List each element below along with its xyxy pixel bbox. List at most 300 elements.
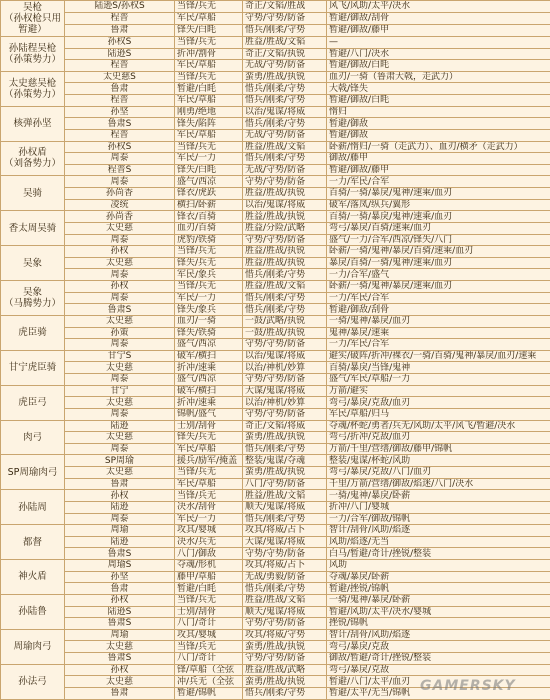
- general-cell: 甘宁: [65, 385, 175, 397]
- lineup-name-cell: SP周瑜肉弓: [1, 455, 65, 490]
- tactic-cell: 胜益/胜战/武略: [243, 664, 327, 676]
- skill-cell: 弯弓/暴戾/克敌/血刃: [327, 397, 550, 409]
- table-row: [1, 606, 550, 618]
- table-row: [1, 292, 550, 304]
- lineup-name-cell: 肉弓: [1, 420, 65, 455]
- trait-cell: 军民/草船: [175, 95, 243, 107]
- table-row: [1, 583, 550, 595]
- trait-cell: 破军/横扫: [175, 350, 243, 362]
- skill-cell: 暂避/风助/太平/决水/婴城: [327, 606, 550, 618]
- general-cell: 程普: [65, 60, 175, 72]
- tactic-cell: 守势/守势/防备: [243, 12, 327, 24]
- trait-cell: 当锋/兵无: [175, 1, 243, 13]
- general-cell: 太史慈: [65, 676, 175, 688]
- table-row: [1, 385, 550, 397]
- table-row: [1, 594, 550, 606]
- table-row: [1, 199, 550, 211]
- general-cell: 周泰: [65, 408, 175, 420]
- tactic-cell: 无战/守势/防备: [243, 164, 327, 176]
- table-row: [1, 1, 550, 13]
- trait-cell: 当锋/兵无: [175, 281, 243, 293]
- table-row: [1, 664, 550, 676]
- skill-cell: 一力/军民/合军: [327, 339, 550, 351]
- trait-cell: 血刃/百骑: [175, 222, 243, 234]
- general-cell: 周瑜S: [65, 560, 175, 572]
- trait-cell: 当锋/兵无: [175, 141, 243, 153]
- tactic-cell: 蛮勇/胜战/执锐: [243, 676, 327, 688]
- tactic-cell: 大谋/鬼谋/将威: [243, 536, 327, 548]
- skill-cell: 百骑/暴戾/当锋/鬼神: [327, 362, 550, 374]
- general-cell: 太史慈: [65, 467, 175, 479]
- skill-cell: 夺魂/暴戾/卧薪: [327, 571, 550, 583]
- general-cell: 鲁肃S: [65, 653, 175, 665]
- lineup-name-cell: 虎臣骑: [1, 315, 65, 350]
- lineup-name-cell: 孙法弓: [1, 664, 65, 699]
- table-row: [1, 153, 550, 165]
- general-cell: 鲁肃: [65, 583, 175, 595]
- tactic-cell: 攻其/将威/占卜: [243, 560, 327, 572]
- tactic-cell: 守势/守势/防备: [243, 234, 327, 246]
- skill-cell: 百骑/一骑/暴戾/鬼神/速乘/血刃: [327, 188, 550, 200]
- trait-cell: 破军/横扫: [175, 385, 243, 397]
- tactic-cell: 一鼓/胜战/执锐: [243, 327, 327, 339]
- tactic-cell: 惜兵/刚柔/守势: [243, 83, 327, 95]
- skill-cell: 盛气/一力/合军/西凉/锋失/八门: [327, 234, 550, 246]
- trait-cell: 军民/一力: [175, 513, 243, 525]
- general-cell: 孙权S: [65, 36, 175, 48]
- skill-cell: 破军/落凤/纵兵/翼形: [327, 199, 550, 211]
- table-row: [1, 315, 550, 327]
- table-row: [1, 176, 550, 188]
- table-row: [1, 432, 550, 444]
- table-row: [1, 188, 550, 200]
- general-cell: 孙尚香: [65, 188, 175, 200]
- skill-cell: 避实/破阵/折冲/裸衣/一骑/百骑/鬼神/暴戾/血刃/速乘: [327, 350, 550, 362]
- skill-cell: 暂避/八门/太平/血刃: [327, 676, 550, 688]
- table-row: [1, 513, 550, 525]
- table-row: [1, 164, 550, 176]
- general-cell: 陆逊S: [65, 606, 175, 618]
- table-row: [1, 443, 550, 455]
- lineup-name-cell: 孙权盾 （刘备势力）: [1, 141, 65, 176]
- skill-cell: 弯弓/折冲/克敌/血刃: [327, 432, 550, 444]
- skill-cell: 整装/鬼谋/杯蛇/风助: [327, 455, 550, 467]
- tactic-cell: 顺天/鬼谋/将威: [243, 501, 327, 513]
- trait-cell: 当锋/兵无: [175, 641, 243, 653]
- tactic-cell: 大谋/鬼谋/将威: [243, 385, 327, 397]
- table-row: [1, 339, 550, 351]
- skill-cell: 一力/合军/盛气: [327, 269, 550, 281]
- skill-cell: 一骑/鬼神/暴戾/血刃: [327, 315, 550, 327]
- skill-cell: 暂避/御敌/白眊: [327, 95, 550, 107]
- tactic-cell: 以治/鬼谋/将威: [243, 199, 327, 211]
- trait-cell: 八门/御敌: [175, 548, 243, 560]
- table-row: [1, 246, 550, 258]
- general-cell: 孙权: [65, 664, 175, 676]
- skill-cell: 万箭/千里/营缮/御敌/藤甲/锦帆: [327, 443, 550, 455]
- table-row: [1, 490, 550, 502]
- tactic-cell: 奇正/文韬/执锐: [243, 48, 327, 60]
- general-cell: 陆逊S: [65, 48, 175, 60]
- tactic-cell: 惜兵/刚柔/守势: [243, 24, 327, 36]
- skill-cell: 一力/军民/合军: [327, 292, 550, 304]
- tactic-cell: 以治/鬼谋/将威: [243, 350, 327, 362]
- skill-cell: 一骑/鬼神/暴戾/卧薪: [327, 490, 550, 502]
- general-cell: 孙坚: [65, 106, 175, 118]
- trait-cell: 锋失/陷阵: [175, 118, 243, 130]
- general-cell: 太史慈: [65, 641, 175, 653]
- tactic-cell: 以治/鬼谋/将威: [243, 106, 327, 118]
- tactic-cell: 顺天/鬼谋/将威: [243, 606, 327, 618]
- skill-cell: —: [327, 36, 550, 48]
- tactic-cell: 以治/神机/妙算: [243, 397, 327, 409]
- trait-cell: 决水/兵无: [175, 536, 243, 548]
- skill-cell: 鬼神/暴戾/速乘: [327, 327, 550, 339]
- general-cell: 太史慈: [65, 222, 175, 234]
- trait-cell: 盛气/西凉: [175, 176, 243, 188]
- trait-cell: 锋/草船（全弦: [175, 664, 243, 676]
- general-cell: 太史慈: [65, 362, 175, 374]
- tactic-cell: 胜益/分险/武略: [243, 222, 327, 234]
- trait-cell: 士别/刮骨: [175, 420, 243, 432]
- general-cell: 周瑜: [65, 629, 175, 641]
- general-cell: 周泰: [65, 374, 175, 386]
- skill-cell: 暂避/八门/决水: [327, 48, 550, 60]
- tactic-cell: 无战/守势/防备: [243, 60, 327, 72]
- skill-cell: 御敌/暂避/奇计/挫锐/整装: [327, 653, 550, 665]
- trait-cell: 折冲/速乘: [175, 397, 243, 409]
- table-row: [1, 571, 550, 583]
- table-row: [1, 618, 550, 630]
- tactic-cell: 攻其/将威/守势: [243, 629, 327, 641]
- table-row: [1, 211, 550, 223]
- trait-cell: 八门/奇计: [175, 618, 243, 630]
- trait-cell: 暂避/锦帆: [175, 687, 243, 699]
- skill-cell: 一骑/鬼神/暴戾/卧薪: [327, 594, 550, 606]
- table-row: [1, 653, 550, 665]
- trait-cell: 锋衣/虎跃: [175, 188, 243, 200]
- table-row: [1, 71, 550, 83]
- lineup-name-cell: 虎臣弓: [1, 385, 65, 420]
- general-cell: 陆逊: [65, 536, 175, 548]
- general-cell: 太史慈: [65, 315, 175, 327]
- skill-cell: 一力/合军/御敌/锦帆: [327, 513, 550, 525]
- trait-cell: 锋失/白眊: [175, 24, 243, 36]
- skill-cell: 卧薪/一骑/鬼神/暴戾/速乘/血刃: [327, 281, 550, 293]
- skill-cell: 智计/刮骨/风助/焰逐: [327, 525, 550, 537]
- tactic-cell: 守势/守势/防备: [243, 408, 327, 420]
- trait-cell: 援兵/励军/掩盖: [175, 455, 243, 467]
- skill-cell: 百骑/一骑/暴戾/鬼神/速乘/血刃: [327, 211, 550, 223]
- skill-cell: 卧薪/一骑/鬼神/暴戾/百骑/速乘/血刃: [327, 246, 550, 258]
- skill-cell: 弯弓/暴戾/克敌/八门/血刃: [327, 467, 550, 479]
- trait-cell: 锋失/兵无: [175, 257, 243, 269]
- trait-cell: 军民/草船: [175, 443, 243, 455]
- tactic-cell: 惜兵/刚柔/守势: [243, 583, 327, 595]
- trait-cell: 锋失/象兵: [175, 304, 243, 316]
- trait-cell: 军民/一力: [175, 153, 243, 165]
- general-cell: 程普: [65, 12, 175, 24]
- trait-cell: 八门/奇计: [175, 653, 243, 665]
- trait-cell: 锋失/铁骑: [175, 327, 243, 339]
- trait-cell: 军民/草船: [175, 478, 243, 490]
- general-cell: 孙尚香: [65, 211, 175, 223]
- general-cell: 甘宁S: [65, 350, 175, 362]
- general-cell: 周泰: [65, 443, 175, 455]
- lineup-name-cell: 神火盾: [1, 560, 65, 595]
- trait-cell: 军民/草船: [175, 12, 243, 24]
- table-row: [1, 222, 550, 234]
- general-cell: 孙策: [65, 327, 175, 339]
- tactic-cell: 一鼓/武略/执锐: [243, 315, 327, 327]
- general-cell: 程普: [65, 129, 175, 141]
- table-row: [1, 350, 550, 362]
- tactic-cell: 惜兵/刚柔/守势: [243, 153, 327, 165]
- skill-cell: 千里/万箭/营缮/御敌/焰迷/八门/决水: [327, 478, 550, 490]
- trait-cell: 暂避/白眊: [175, 83, 243, 95]
- table-row: [1, 83, 550, 95]
- table-row: [1, 362, 550, 374]
- tactic-cell: 惜兵/刚柔/守势: [243, 304, 327, 316]
- table-row: [1, 478, 550, 490]
- general-cell: 周泰: [65, 176, 175, 188]
- skill-cell: 风飞/风助/太平/决水: [327, 1, 550, 13]
- table-row: [1, 257, 550, 269]
- trait-cell: 军民/草船: [175, 129, 243, 141]
- tactic-cell: 胜益/胜战/文韬: [243, 490, 327, 502]
- skill-cell: 暂避/御敌/藤甲: [327, 164, 550, 176]
- table-row: [1, 420, 550, 432]
- tactic-cell: 惜兵/刚柔/守势: [243, 687, 327, 699]
- general-cell: 太史慈: [65, 397, 175, 409]
- general-cell: 孙权: [65, 281, 175, 293]
- general-cell: 陆逊: [65, 420, 175, 432]
- trait-cell: 攻其/婴城: [175, 629, 243, 641]
- lineup-name-cell: 孙陆鲁: [1, 594, 65, 629]
- general-cell: 鲁肃S: [65, 618, 175, 630]
- lineup-table-body: [1, 1, 550, 700]
- lineup-name-cell: 太史慈吴枪 （孙策势力）: [1, 71, 65, 106]
- trait-cell: 暂避/白眊: [175, 583, 243, 595]
- tactic-cell: 惜兵/刚柔/守势: [243, 443, 327, 455]
- skill-cell: 暂避/挫锐/锦帆: [327, 583, 550, 595]
- table-row: [1, 374, 550, 386]
- skill-cell: 暂避/太平/无当/锦帆: [327, 687, 550, 699]
- skill-cell: 智计/刮骨/风助/焰逐: [327, 629, 550, 641]
- general-cell: 鲁肃: [65, 24, 175, 36]
- general-cell: 周瑜: [65, 525, 175, 537]
- tactic-cell: 胜益/胜战/执锐: [243, 257, 327, 269]
- skill-cell: 夺魂/杯蛇/勇者/兵无/风助/太平/风飞/暂避/决水: [327, 420, 550, 432]
- trait-cell: 盛气/西凉: [175, 339, 243, 351]
- general-cell: 周泰: [65, 153, 175, 165]
- skill-cell: 暂避/御敌: [327, 118, 550, 130]
- skill-cell: 卧薪/惰归/一骑（走武力）、血刃/横矛（走武力）: [327, 141, 550, 153]
- general-cell: 鲁肃: [65, 83, 175, 95]
- trait-cell: 当锋/兵无: [175, 594, 243, 606]
- general-cell: 太史慈S: [65, 71, 175, 83]
- skill-cell: 大戟/锋失: [327, 83, 550, 95]
- lineup-name-cell: 香太周吴骑: [1, 211, 65, 246]
- table-row: [1, 408, 550, 420]
- trait-cell: 当锋/兵无: [175, 467, 243, 479]
- trait-cell: 锦帆/盛气: [175, 408, 243, 420]
- lineup-name-cell: 都督: [1, 525, 65, 560]
- tactic-cell: 惜兵/刚柔/守势: [243, 513, 327, 525]
- skill-cell: 暂避/御敌/藤甲: [327, 24, 550, 36]
- trait-cell: 折冲/速乘: [175, 362, 243, 374]
- skill-cell: 暂避/御敌: [327, 129, 550, 141]
- trait-cell: 锋失/白眊: [175, 164, 243, 176]
- tactic-cell: 惜兵/刚柔/守势: [243, 292, 327, 304]
- general-cell: 周泰: [65, 292, 175, 304]
- skill-cell: 弯弓/暴戾/克敌: [327, 641, 550, 653]
- skill-cell: 弯弓/暴戾/克敌: [327, 664, 550, 676]
- skill-cell: 白马/暂避/奇计/挫锐/整装: [327, 548, 550, 560]
- trait-cell: 当锋/兵无: [175, 246, 243, 258]
- table-row: [1, 501, 550, 513]
- general-cell: 孙权S: [65, 141, 175, 153]
- general-cell: 太史慈: [65, 432, 175, 444]
- tactic-cell: 无战/守势/防备: [243, 129, 327, 141]
- table-row: [1, 129, 550, 141]
- lineup-name-cell: 周瑜肉弓: [1, 629, 65, 664]
- skill-cell: 暂避/御敌/刮骨: [327, 304, 550, 316]
- general-cell: 鲁肃S: [65, 548, 175, 560]
- tactic-cell: 惜兵/刚柔/守势: [243, 95, 327, 107]
- lineup-name-cell: 吴骑: [1, 176, 65, 211]
- skill-cell: 惰归: [327, 106, 550, 118]
- tactic-cell: 蛮勇/胜战/执锐: [243, 432, 327, 444]
- skill-cell: 挫锐/锦帆: [327, 618, 550, 630]
- table-row: [1, 106, 550, 118]
- table-row: [1, 467, 550, 479]
- trait-cell: 锋失/兵无: [175, 432, 243, 444]
- trait-cell: 虎豹/铁骑: [175, 234, 243, 246]
- table-row: [1, 536, 550, 548]
- skill-cell: 御敌/藤甲: [327, 153, 550, 165]
- trait-cell: 锋衣/百骑: [175, 211, 243, 223]
- tactic-cell: 惜兵/刚柔/守势: [243, 118, 327, 130]
- table-row: [1, 95, 550, 107]
- table-row: [1, 12, 550, 24]
- general-cell: 程普: [65, 95, 175, 107]
- general-cell: SP周瑜: [65, 455, 175, 467]
- table-row: [1, 641, 550, 653]
- table-row: [1, 281, 550, 293]
- tactic-cell: 无战/勇毅/防备: [243, 571, 327, 583]
- tactic-cell: 蛮勇/胜战/执锐: [243, 641, 327, 653]
- general-cell: 孙坚: [65, 571, 175, 583]
- skill-cell: 暂避/御敌/刮骨: [327, 12, 550, 24]
- table-row: [1, 48, 550, 60]
- tactic-cell: 守势/守势/防备: [243, 548, 327, 560]
- tactic-cell: 胜益/胜战/执锐: [243, 211, 327, 223]
- lineup-name-cell: 吴象 （马腾势力）: [1, 281, 65, 316]
- table-row: [1, 118, 550, 130]
- tactic-cell: 胜益/胜战/执锐: [243, 246, 327, 258]
- skill-cell: 风助: [327, 560, 550, 572]
- trait-cell: 血刃/一骑: [175, 315, 243, 327]
- general-cell: 鲁肃: [65, 478, 175, 490]
- table-row: [1, 629, 550, 641]
- trait-cell: 当锋/兵无: [175, 490, 243, 502]
- trait-cell: 横扫/卧薪: [175, 199, 243, 211]
- table-row: [1, 234, 550, 246]
- lineup-name-cell: 核弹孙坚: [1, 106, 65, 141]
- trait-cell: 当锋/兵无: [175, 71, 243, 83]
- tactic-cell: 奇正/文韬/胜战: [243, 1, 327, 13]
- table-row: [1, 304, 550, 316]
- watermark-logo: GAMERSKY: [420, 678, 516, 694]
- tactic-cell: 胜益/胜战/文韬: [243, 141, 327, 153]
- tactic-cell: 八门/守势/防备: [243, 478, 327, 490]
- general-cell: 周泰: [65, 339, 175, 351]
- skill-cell: 血刃/一骑（鲁肃大戟，走武力）: [327, 71, 550, 83]
- tactic-cell: 守势/守势/防备: [243, 618, 327, 630]
- general-cell: 太史慈: [65, 257, 175, 269]
- table-row: [1, 560, 550, 572]
- skill-cell: 军民/草船/归马: [327, 408, 550, 420]
- lineup-name-cell: 甘宁虎臣骑: [1, 350, 65, 385]
- tactic-cell: 整装/鬼谋/夺魂: [243, 455, 327, 467]
- general-cell: 孙权: [65, 594, 175, 606]
- tactic-cell: 奇正/文韬/将威: [243, 420, 327, 432]
- table-row: [1, 141, 550, 153]
- lineup-name-cell: 吴象: [1, 246, 65, 281]
- tactic-cell: 守势/守势/防备: [243, 339, 327, 351]
- trait-cell: 士别/刮骨: [175, 606, 243, 618]
- general-cell: 周泰: [65, 269, 175, 281]
- lineup-name-cell: 孙陆程吴枪 （孙策势力）: [1, 36, 65, 71]
- trait-cell: 攻其/婴城: [175, 525, 243, 537]
- general-cell: 孙权: [65, 490, 175, 502]
- trait-cell: 盛气/西凉: [175, 374, 243, 386]
- skill-cell: 折冲/八门/婴城: [327, 501, 550, 513]
- general-cell: 陆逊: [65, 501, 175, 513]
- general-cell: 鲁肃S: [65, 304, 175, 316]
- tactic-cell: 以治/神机/妙算: [243, 362, 327, 374]
- tactic-cell: 胜益/胜战/文韬: [243, 36, 327, 48]
- trait-cell: 藤甲/草船: [175, 571, 243, 583]
- general-cell: 孙权: [65, 246, 175, 258]
- skill-cell: 暂避/御敌/白眊: [327, 60, 550, 72]
- table-row: [1, 269, 550, 281]
- tactic-cell: 胜益/胜战/文韬: [243, 594, 327, 606]
- general-cell: 陆逊S/孙权S: [65, 1, 175, 13]
- skill-cell: 盛气/军民/草船/一力: [327, 374, 550, 386]
- lineup-name-cell: 吴枪 （孙权枪只用 暂避）: [1, 1, 65, 37]
- general-cell: 凌统: [65, 199, 175, 211]
- tactic-cell: 惜兵/刚柔/守势: [243, 269, 327, 281]
- table-row: [1, 327, 550, 339]
- trait-cell: 刚勇/绝地: [175, 106, 243, 118]
- tactic-cell: 守势/守势/防备: [243, 653, 327, 665]
- general-cell: 程普S: [65, 164, 175, 176]
- lineup-name-cell: 孙陆周: [1, 490, 65, 525]
- table-row: [1, 397, 550, 409]
- tactic-cell: 蛮勇/胜战/执锐: [243, 467, 327, 479]
- tactic-cell: 守势/守势/防备: [243, 374, 327, 386]
- skill-cell: 一力/军民/合军: [327, 176, 550, 188]
- skill-cell: 万箭/避实: [327, 385, 550, 397]
- tactic-cell: 守势/守势/防备: [243, 176, 327, 188]
- tactic-cell: 胜益/胜战/执锐: [243, 188, 327, 200]
- general-cell: 周泰: [65, 513, 175, 525]
- skill-cell: 风助/焰逐/无当: [327, 536, 550, 548]
- table-row: [1, 24, 550, 36]
- table-row: [1, 525, 550, 537]
